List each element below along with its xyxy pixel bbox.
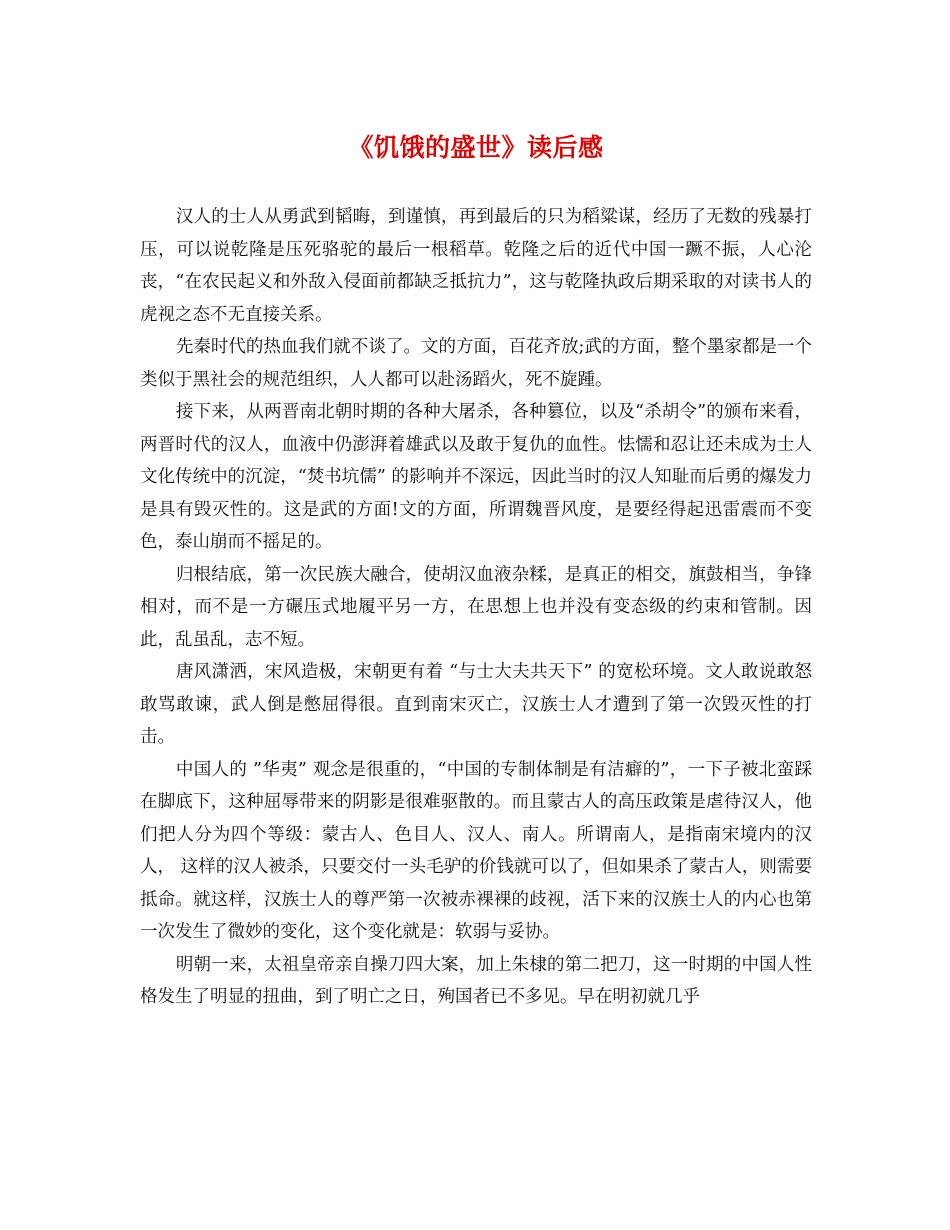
paragraph: 唐风潇洒，宋风造极，宋朝更有着 “与士大夫共天下” 的宽松环境。文人敢说敢怒敢骂敢谏，武人倒是憋屈得很。直到南宋灭亡，汉族士人才遭到了第一次毁灭性的打击。 (140, 662, 812, 747)
paragraph: 汉人的士人从勇武到韬晦，到谨慎，再到最后的只为稻粱谋，经历了无数的残暴打压，可以说乾隆是压死骆驼的最后一根稻草。乾隆之后的近代中国一蹶不振，人心沦丧，“在农民起义和外敌入侵面前都缺乏抵抗力”，这与乾隆执政后期采取的对读书人的虎视之态不无直接关系。 (140, 207, 812, 325)
document-title: 《饥饿的盛世》读后感 (348, 133, 604, 162)
paragraph: 归根结底，第一次民族大融合，使胡汉血液杂糅，是真正的相交，旗鼓相当，争锋相对，而不是一方碾压式地履平另一方，在思想上也并没有变态级的约束和管制。因此，乱虽乱，志不短。 (140, 564, 812, 650)
paragraph: 中国人的 ”华夷” 观念是很重的，“中国的专制体制是有洁癖的”，一下子被北蛮踩在脚底下，这种屈辱带来的阴影是很难驱散的。而且蒙古人的高压政策是虐待汉人，他们把人分为四个等级：蒙古人、色目人、汉人、南人。所谓南人，是指南宋境内的汉人， 这样的汉人被杀，只要交付一头毛驴的价钱就可以了，但如果杀了蒙古人，则需要抵命。就这样，汉族士人的尊严第一次被赤裸裸的歧视，活下来的汉族士人的内心也第一次发生了微妙的变化，这个变化就是：软弱与妥协。 (140, 759, 812, 942)
paragraph: 接下来，从两晋南北朝时期的各种大屠杀，各种篡位，以及“杀胡令”的颁布来看，两晋时代的汉人，血液中仍澎湃着雄武以及敢于复仇的血性。怯懦和忍让还未成为士人文化传统中的沉淀，“焚书坑儒” 的影响并不深远，因此当时的汉人知耻而后勇的爆发力是具有毁灭性的。这是武的方面!文的方面，所谓魏晋风度，是要经得起迅雷震而不变色，泰山崩而不摇足的。 (140, 402, 812, 552)
paragraph: 先秦时代的热血我们就不谈了。文的方面，百花齐放;武的方面，整个墨家都是一个类似于黑社会的规范组织，人人都可以赴汤蹈火，死不旋踵。 (140, 337, 812, 390)
document-page (140, 0, 812, 1014)
paragraph: 明朝一来，太祖皇帝亲自操刀四大案，加上朱棣的第二把刀，这一时期的中国人性格发生了明显的扭曲，到了明亡之日，殉国者已不多见。早在明初就几乎 (140, 954, 812, 1007)
document-body (140, 201, 812, 1014)
